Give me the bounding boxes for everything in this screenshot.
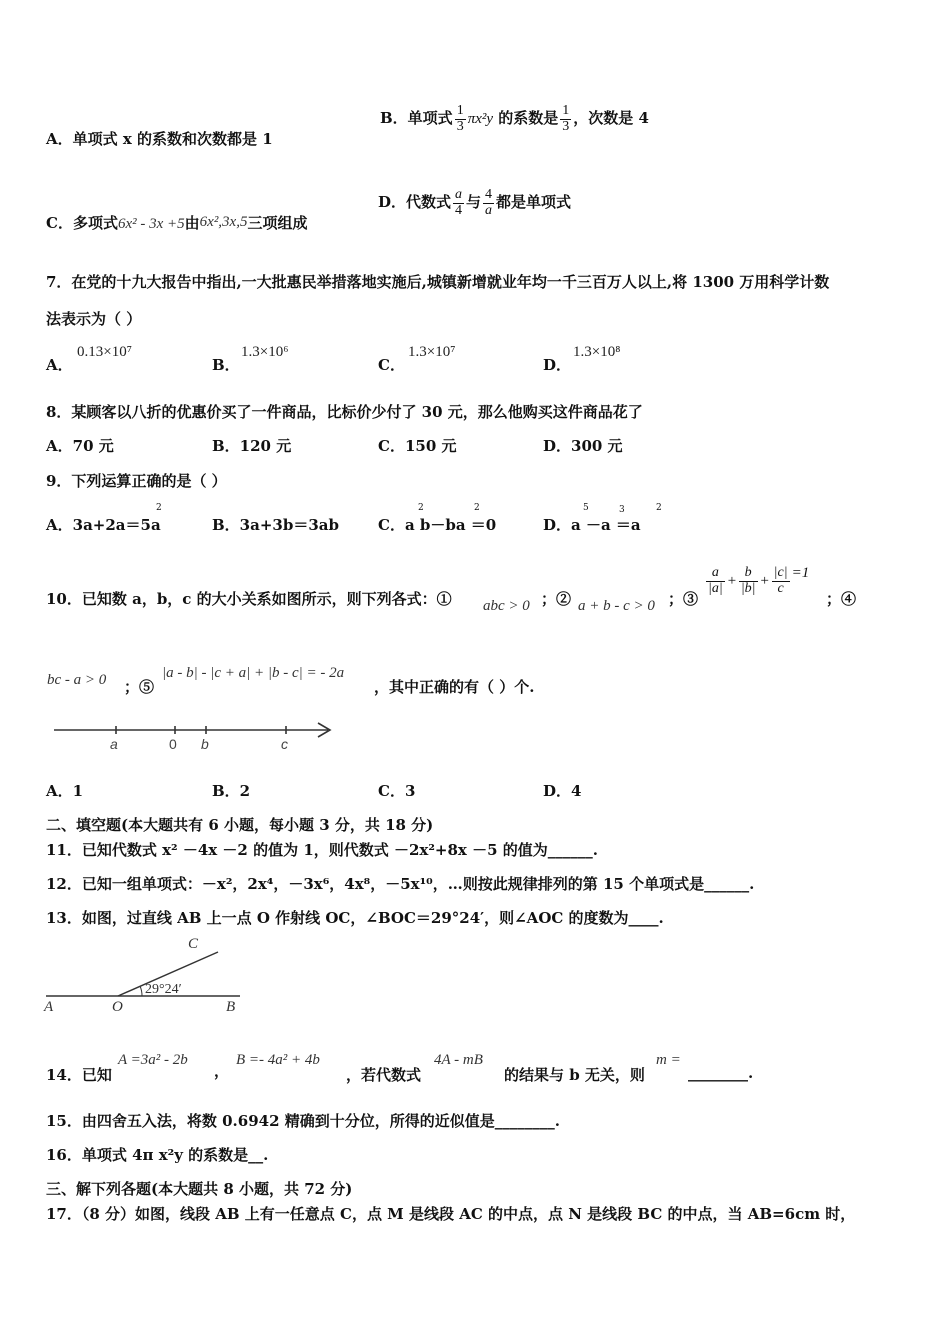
q14-blank: ________. — [688, 1064, 754, 1082]
section-3-heading: 三、解下列各题(本大题共 8 小题，共 72 分) — [46, 1180, 353, 1198]
q10-post: ，其中正确的有（ ）个. — [374, 678, 535, 696]
q10-stem: 10．已知数 a，b，c 的大小关系如图所示，则下列各式：① — [46, 590, 452, 608]
q6-option-a: A．单项式 x 的系数和次数都是 1 — [46, 130, 273, 148]
q6-c-poly: 6x² - 3x +5 — [117, 216, 185, 232]
q10-option-a: A．1 — [46, 782, 84, 800]
q12: 12．已知一组单项式：－x²，2x⁴，－3x⁶，4x⁸，－5x¹⁰，…则按此规律排列的第 15 个单项式是______. — [46, 875, 755, 893]
q14-sep: ， — [214, 1062, 230, 1080]
q10-sep-3: ；④ — [826, 590, 857, 608]
q6-d-frac2: $\frac{4}{a}$ — [485, 187, 493, 218]
q7-option-a-label: A． — [46, 356, 73, 374]
q9-sup-c1: 2 — [418, 503, 424, 513]
q9-sup-a: 2 — [156, 503, 162, 513]
q7-option-c-label: C． — [378, 356, 405, 374]
q10-sep-4: ；⑤ — [124, 678, 155, 696]
q7-stem-line1: 7．在党的十九大报告中指出,一大批惠民举措落地实施后,城镇新增就业年均一千三百万人以上,将 1300 万用科学计数 — [46, 273, 830, 291]
q7-option-c-value: 1.3×10⁷ — [408, 344, 456, 360]
q7-option-b-value: 1.3×10⁶ — [241, 344, 289, 360]
q14-mid: ，若代数式 — [346, 1066, 422, 1084]
q7-option-b-label: B． — [212, 356, 240, 374]
q10-expr-4: bc - a > 0 — [47, 672, 107, 688]
q9-option-c: C．a b－ba ＝0 — [378, 516, 497, 534]
q13-stem: 13．如图，过直线 AB 上一点 O 作射线 OC，∠BOC＝29°24′，则∠AOC 的度数为____. — [46, 909, 664, 927]
q10-expr-2: a + b - c > 0 — [578, 598, 655, 614]
q9-sup-d2: 3 — [619, 505, 625, 515]
label-angle: 29°24′ — [145, 982, 182, 997]
q10-expr-5: |a - b| - |c + a| + |b - c| = - 2a — [162, 665, 345, 681]
label-b: B — [226, 999, 236, 1015]
q9-option-b: B．3a+3b＝3ab — [212, 516, 339, 534]
number-line-figure — [50, 716, 340, 756]
q8-option-c: C．150 元 — [378, 437, 457, 455]
q10-sep-1: ；② — [541, 590, 572, 608]
q8-option-a: A．70 元 — [46, 437, 114, 455]
q17: 17．（8 分）如图，线段 AB 上有一任意点 C，点 M 是线段 AC 的中点，点 N 是线段 BC 的中点，当 AB=6cm 时， — [46, 1205, 856, 1223]
q14-expr-b: B =- 4a² + 4b — [236, 1052, 320, 1068]
angle-figure — [42, 934, 252, 1016]
q14-mid2: 的结果与 b 无关，则 — [504, 1066, 645, 1084]
q6-c-terms: 6x²,3x,5 — [199, 214, 248, 230]
label-b: b — [201, 736, 209, 752]
q14-prefix: 14．已知 — [46, 1066, 112, 1084]
q10-sep-2: ；③ — [668, 590, 699, 608]
q8-option-d: D．300 元 — [543, 437, 623, 455]
q6-b-fraction: $\frac{1}{3}$ — [456, 103, 464, 134]
q9-sup-c2: 2 — [474, 503, 480, 513]
q10-option-b: B．2 — [212, 782, 251, 800]
q9-sup-d1: 5 — [583, 503, 589, 513]
q10-expr-1: abc > 0 — [483, 598, 530, 614]
q10-option-c: C．3 — [378, 782, 416, 800]
q6-option-b — [380, 104, 649, 134]
q9-sup-d3: 2 — [656, 503, 662, 513]
q6-b-post: ，次数是 4 — [573, 109, 649, 128]
q6-b-prefix: B．单项式 — [380, 109, 453, 128]
q6-b-mid: 的系数是 — [498, 109, 559, 128]
label-c: C — [188, 936, 199, 952]
q7-option-d-value: 1.3×10⁸ — [573, 344, 621, 360]
q8-stem: 8．某顾客以八折的优惠价买了一件商品，比标价少付了 30 元，那么他购买这件商品花了 — [46, 403, 643, 421]
q14-expr: 4A - mB — [434, 1052, 483, 1068]
q6-d-frac1: $\frac{a}{4}$ — [455, 187, 463, 218]
q11: 11．已知代数式 x² －4x －2 的值为 1，则代数式 －2x²+8x －5 的值为______. — [46, 841, 598, 859]
q9-option-d: D．a －a ＝a — [543, 516, 641, 534]
q9-stem: 9．下列运算正确的是（ ） — [46, 472, 227, 490]
q15: 15．由四舍五入法，将数 0.6942 精确到十分位，所得的近似值是________. — [46, 1112, 560, 1130]
angle-arc — [140, 986, 142, 996]
q14-expr-a: A =3a² - 2b — [118, 1052, 188, 1068]
label-o: O — [112, 999, 123, 1015]
q14-m: m = — [656, 1052, 681, 1068]
label-a: A — [44, 999, 54, 1015]
q16: 16．单项式 4π x²y 的系数是__. — [46, 1146, 269, 1164]
q8-option-b: B．120 元 — [212, 437, 292, 455]
q10-expr-3: $\frac{a}{|a|}$ + $\frac{b}{|b|}$ + $\frac{|c|}{c}$ =1 — [708, 565, 810, 596]
label-c: c — [281, 736, 288, 752]
q9-option-a: A．3a+2a＝5a — [46, 516, 161, 534]
label-a: a — [110, 736, 118, 752]
q6-option-d: D．代数式 $\frac{a}{4}$ 与 $\frac{4}{a}$ 都是单项式 — [378, 187, 572, 218]
q10-option-d: D．4 — [543, 782, 582, 800]
q6-b-coef: $\frac{1}{3}$ — [562, 103, 570, 134]
q7-option-a-value: 0.13×10⁷ — [77, 344, 132, 360]
q6-b-expr: πx²y — [467, 111, 494, 128]
q7-stem-line2: 法表示为（ ） — [46, 310, 142, 328]
q6-option-c: C．多项式6x² - 3x +5由6x²,3x,5三项组成 — [46, 214, 308, 232]
section-2-heading: 二、填空题(本大题共有 6 小题，每小题 3 分，共 18 分) — [46, 816, 434, 834]
q7-option-d-label: D． — [543, 356, 572, 374]
label-0: 0 — [169, 736, 177, 752]
